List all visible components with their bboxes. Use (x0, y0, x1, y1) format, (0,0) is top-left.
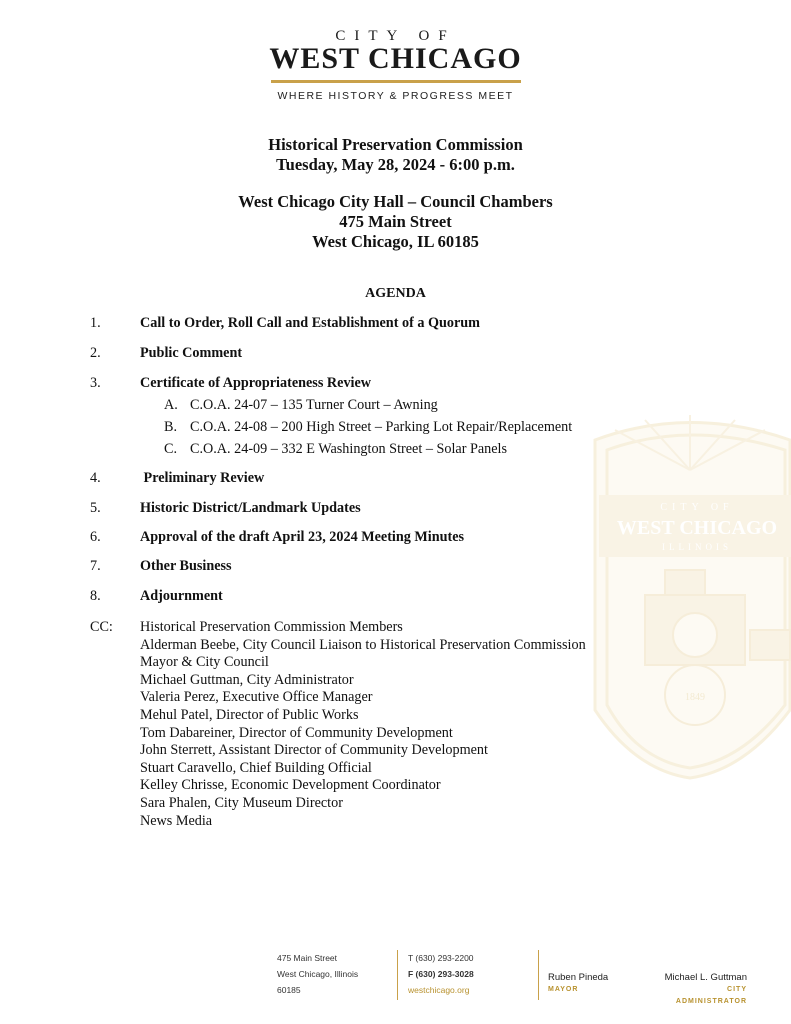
cc-recipient: Mehul Patel, Director of Public Works (140, 706, 359, 723)
item-label: Approval of the draft April 23, 2024 Meeting Minutes (140, 529, 465, 545)
item-label: Adjournment (140, 588, 223, 604)
item-label: Historic District/Landmark Updates (140, 500, 361, 516)
logo-tagline: WHERE HISTORY & PROGRESS MEET (277, 90, 514, 102)
header-commission: Historical Preservation Commission (268, 135, 523, 154)
sub-item-letter: A. (164, 397, 178, 413)
item-number: 3. (90, 375, 101, 391)
header-date: Tuesday, May 28, 2024 - 6:00 p.m. (276, 155, 515, 174)
cc-recipient: Kelley Chrisse, Economic Development Coordinator (140, 777, 441, 794)
logo-underline (271, 80, 521, 83)
footer-mayor (548, 972, 608, 996)
sub-item-text: C.O.A. 24-07 – 135 Turner Court – Awning (190, 397, 438, 413)
footer-admin-name: Michael L. Guttman (664, 972, 747, 983)
cc-recipient: Alderman Beebe, City Council Liaison to Historical Preservation Commission (140, 636, 586, 653)
item-label: Preliminary Review (140, 470, 265, 486)
item-label: Certificate of Appropriateness Review (140, 375, 372, 391)
cc-recipient-list (140, 619, 586, 830)
agenda-title: AGENDA (365, 286, 426, 301)
footer-contact (408, 950, 474, 998)
city-seal-watermark (585, 410, 791, 780)
item-number: 2. (90, 345, 101, 361)
logo-city-of: CITY OF (335, 28, 456, 44)
item-label: Call to Order, Roll Call and Establishment of a Quorum (140, 315, 481, 331)
sub-item-letter: C. (164, 441, 178, 457)
header-city: West Chicago, IL 60185 (312, 232, 479, 251)
footer-admin-title: CITY ADMINISTRATOR (675, 986, 747, 1005)
logo-city-name: WEST CHICAGO (269, 42, 522, 75)
seal-year: 1849 (685, 692, 705, 703)
item-number: 5. (90, 500, 101, 516)
item-number: 8. (90, 588, 101, 604)
item-number: 4. (90, 470, 101, 486)
seal-city-of: CITY OF (660, 502, 734, 513)
cc-label: CC: (90, 619, 113, 635)
footer-divider (397, 950, 398, 1000)
footer-address (277, 950, 358, 998)
header-location: West Chicago City Hall – Council Chambers (238, 192, 553, 211)
footer-website[interactable]: westchicago.org (408, 985, 470, 995)
cc-recipient: Sara Phalen, City Museum Director (140, 794, 343, 811)
cc-recipient: John Sterrett, Assistant Director of Community Development (140, 742, 488, 759)
header-street: 475 Main Street (339, 212, 452, 231)
footer-administrator (655, 972, 747, 1008)
footer-address-city: West Chicago, Illinois (277, 969, 359, 979)
item-label: Public Comment (140, 345, 243, 361)
footer-phone: T (630) 293-2200 (408, 953, 474, 963)
seal-state: ILLINOIS (662, 542, 732, 552)
footer-address-zip: 60185 (277, 985, 301, 995)
sub-item-text: C.O.A. 24-09 – 332 E Washington Street – Solar Panels (190, 441, 508, 457)
cc-recipient: Mayor & City Council (140, 654, 269, 671)
cc-recipient: Tom Dabareiner, Director of Community Development (140, 724, 453, 741)
sub-item-letter: B. (164, 419, 178, 435)
cc-recipient: Stuart Caravello, Chief Building Official (140, 759, 372, 776)
item-number: 6. (90, 529, 101, 545)
footer-divider (538, 950, 539, 1000)
cc-recipient: News Media (140, 812, 213, 829)
footer-mayor-name: Ruben Pineda (548, 972, 609, 983)
item-label: Other Business (140, 558, 232, 574)
cc-recipient: Michael Guttman, City Administrator (140, 671, 354, 688)
footer-address-street: 475 Main Street (277, 953, 338, 963)
sub-item-text: C.O.A. 24-08 – 200 High Street – Parking Lot Repair/Replacement (190, 419, 573, 435)
footer-fax: F (630) 293-3028 (408, 969, 474, 979)
seal-city-name: WEST CHICAGO (616, 517, 778, 539)
item-number: 7. (90, 558, 101, 574)
item-number: 1. (90, 315, 101, 331)
cc-recipient: Valeria Perez, Executive Office Manager (140, 689, 373, 706)
footer-mayor-title: MAYOR (548, 986, 579, 993)
cc-recipient: Historical Preservation Commission Members (140, 619, 403, 635)
